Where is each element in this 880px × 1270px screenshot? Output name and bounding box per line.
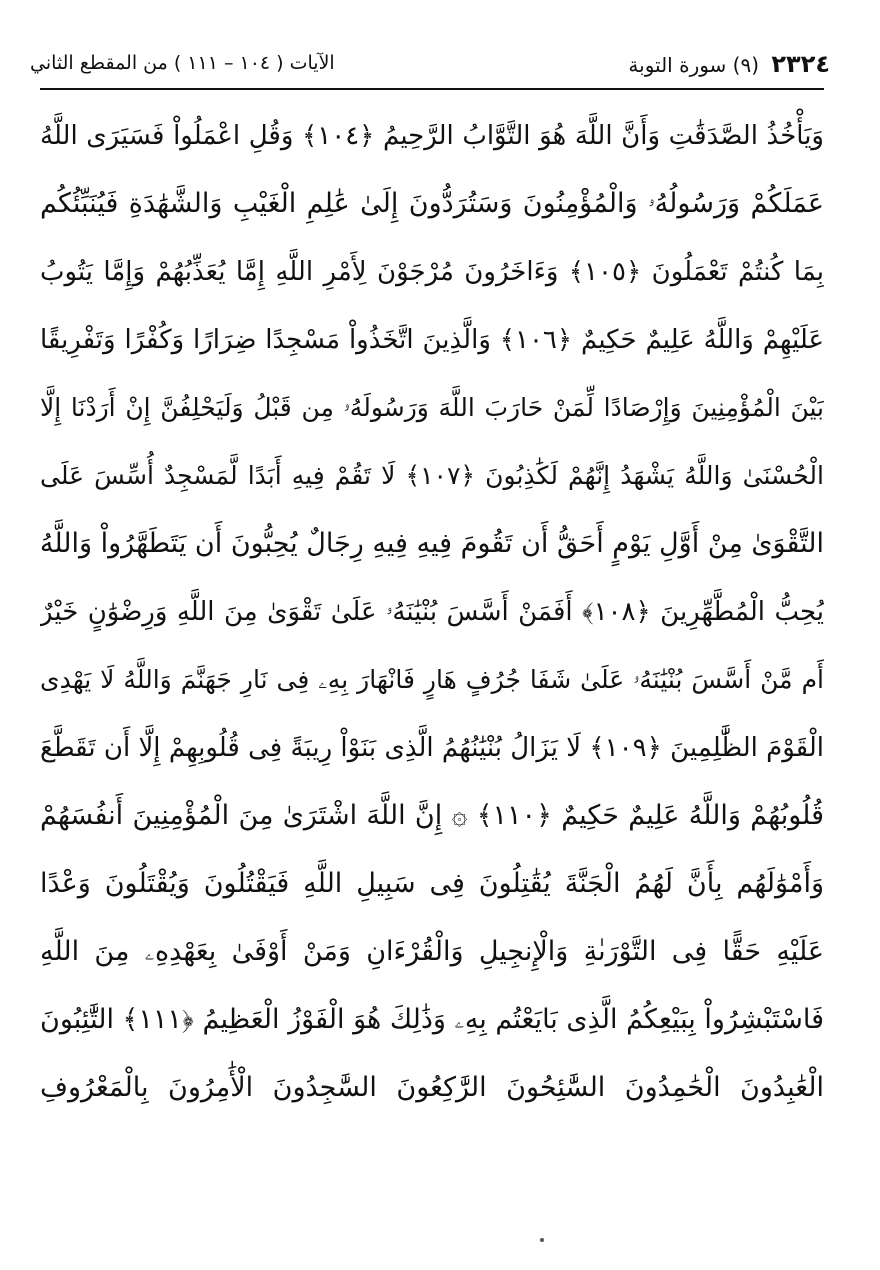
text-line: التَّقْوَىٰ مِنْ أَوَّلِ يَوْمٍ أَحَقُّ أَن تَقُومَ فِيهِ فِيهِ رِجَالٌ يُحِبُّونَ أَن يَتَطَهَّرُواْ وَاللَّهُ [40, 528, 824, 559]
text-line: فَاسْتَبْشِرُواْ بِبَيْعِكُمُ الَّذِى بَايَعْتُم بِهِۦ وَذَٰلِكَ هُوَ الْفَوْزُ الْعَظِيمُ ﴿١١١﴾ التَّٰئِبُونَ [40, 1004, 824, 1035]
surah-number: (٩) [732, 53, 760, 77]
verse-range: الآيات ( ١٠٤ – ١١١ ) من المقطع الثاني [30, 52, 335, 74]
text-line: قُلُوبُهُمْ وَاللَّهُ عَلِيمٌ حَكِيمٌ ﴿١١٠﴾ ۞ إِنَّ اللَّهَ اشْتَرَىٰ مِنَ الْمُؤْمِنِينَ أَنفُسَهُمْ [40, 800, 824, 831]
text-line: عَلَيْهِ حَقًّا فِى التَّوْرَىٰةِ وَالْإِنجِيلِ وَالْقُرْءَانِ وَمَنْ أَوْفَىٰ بِعَهْدِهِۦ مِنَ اللَّهِ [40, 936, 824, 967]
text-line: الْقَوْمَ الظَّٰلِمِينَ ﴿١٠٩﴾ لَا يَزَالُ بُنْيَٰنُهُمُ الَّذِى بَنَوْاْ رِيبَةً فِى قُلُوبِهِمْ إِلَّا أَن تَقَطَّعَ [40, 733, 824, 763]
page-header [30, 44, 830, 84]
page-header-right [628, 50, 830, 78]
text-line: الْعَٰبِدُونَ الْحَٰمِدُونَ السَّٰئِحُونَ الرَّٰكِعُونَ السَّٰجِدُونَ الْأَٰمِرُونَ بِالْمَعْرُوفِ [40, 1072, 824, 1103]
text-line: أَم مَّنْ أَسَّسَ بُنْيَٰنَهُۥ عَلَىٰ شَفَا جُرُفٍ هَارٍ فَانْهَارَ بِهِۦ فِى نَارِ جَهَنَّمَ وَاللَّهُ لَا يَهْدِى [40, 665, 824, 694]
text-line: عَلَيْهِمْ وَاللَّهُ عَلِيمٌ حَكِيمٌ ﴿١٠٦﴾ وَالَّذِينَ اتَّخَذُواْ مَسْجِدًا ضِرَارًا وَكُفْرًا وَتَفْرِيقًا [40, 325, 824, 355]
text-line: وَأَمْوَٰلَهُم بِأَنَّ لَهُمُ الْجَنَّةَ يُقَٰتِلُونَ فِى سَبِيلِ اللَّهِ فَيَقْتُلُونَ وَيُقْتَلُونَ وَعْدًا [40, 868, 824, 899]
quran-text-body [40, 102, 824, 1122]
text-line: عَمَلَكُمْ وَرَسُولُهُۥ وَالْمُؤْمِنُونَ وَسَتُرَدُّونَ إِلَىٰ عَٰلِمِ الْغَيْبِ وَالشَّهَٰدَةِ فَيُنَبِّئُكُم [40, 188, 824, 219]
scan-dot [540, 1238, 544, 1242]
text-line: وَيَأْخُذُ الصَّدَقَٰتِ وَأَنَّ اللَّهَ هُوَ التَّوَّابُ الرَّحِيمُ ﴿١٠٤﴾ وَقُلِ اعْمَلُواْ فَسَيَرَى اللَّهُ [40, 121, 824, 151]
text-line: يُحِبُّ الْمُطَّهِّرِينَ ﴿١٠٨﴾ أَفَمَنْ أَسَّسَ بُنْيَٰنَهُۥ عَلَىٰ تَقْوَىٰ مِنَ اللَّهِ وَرِضْوَٰنٍ خَيْرٌ [40, 597, 824, 627]
page-number: ٢٣٢٤ [771, 50, 830, 78]
text-line: بِمَا كُنتُمْ تَعْمَلُونَ ﴿١٠٥﴾ وَءَاخَرُونَ مُرْجَوْنَ لِأَمْرِ اللَّهِ إِمَّا يُعَذِّبُهُمْ وَإِمَّا يَتُوبُ [40, 257, 824, 287]
surah-name: سورة التوبة [628, 53, 727, 77]
text-line: بَيْنَ الْمُؤْمِنِينَ وَإِرْصَادًا لِّمَنْ حَارَبَ اللَّهَ وَرَسُولَهُۥ مِن قَبْلُ وَلَيَحْلِفُنَّ إِنْ أَرَدْنَا إِلَّا [40, 393, 824, 422]
text-line: الْحُسْنَىٰ وَاللَّهُ يَشْهَدُ إِنَّهُمْ لَكَٰذِبُونَ ﴿١٠٧﴾ لَا تَقُمْ فِيهِ أَبَدًا لَّمَسْجِدٌ أُسِّسَ عَلَى [40, 461, 824, 490]
header-divider [40, 88, 824, 90]
